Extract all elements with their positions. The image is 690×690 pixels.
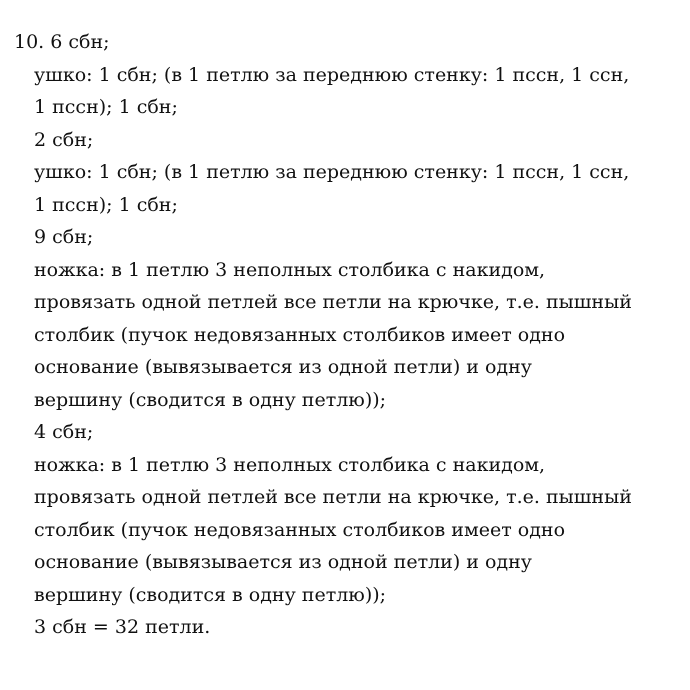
text-line-5: ушко: 1 сбн; (в 1 петлю за переднюю стенку: 1 пссн, 1 ссн, <box>34 161 630 183</box>
text-line-2: ушко: 1 сбн; (в 1 петлю за переднюю стенку: 1 пссн, 1 ссн, <box>34 64 630 86</box>
text-line-1: 10. 6 сбн; <box>14 31 110 53</box>
text-line-8: ножка: в 1 петлю 3 неполных столбика с накидом, <box>34 259 546 281</box>
text-line-18: вершину (сводится в одну петлю)); <box>34 584 387 606</box>
text-line-17: основание (вывязывается из одной петли) и одну <box>34 551 532 573</box>
text-line-12: вершину (сводится в одну петлю)); <box>34 389 387 411</box>
text-line-7: 9 сбн; <box>34 226 94 248</box>
text-line-9: провязать одной петлей все петли на крючке, т.е. пышный <box>34 291 632 313</box>
text-line-14: ножка: в 1 петлю 3 неполных столбика с накидом, <box>34 454 546 476</box>
text-line-15: провязать одной петлей все петли на крючке, т.е. пышный <box>34 486 632 508</box>
text-line-13: 4 сбн; <box>34 421 94 443</box>
text-line-19: 3 сбн = 32 петли. <box>34 616 211 638</box>
text-line-10: столбик (пучок недовязанных столбиков имеет одно <box>34 324 566 346</box>
text-line-11: основание (вывязывается из одной петли) и одну <box>34 356 532 378</box>
text-line-16: столбик (пучок недовязанных столбиков имеет одно <box>34 519 566 541</box>
text-line-4: 2 сбн; <box>34 129 94 151</box>
text-line-6: 1 пссн); 1 сбн; <box>34 194 178 216</box>
text-line-3: 1 пссн); 1 сбн; <box>34 96 178 118</box>
